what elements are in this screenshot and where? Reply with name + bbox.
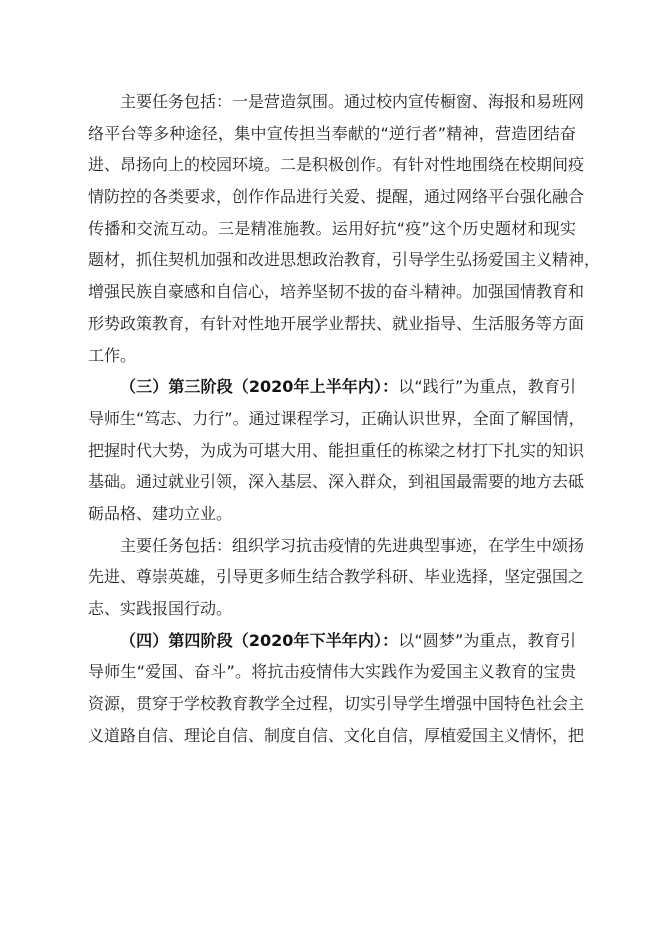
paragraph-line: 砺品格、建功立业。 xyxy=(88,503,233,523)
paragraph-line: 传播和交流互动。三是精准施教。运用好抗“疫”这个历史题材和现实 xyxy=(88,218,576,238)
section-heading-paragraph xyxy=(88,625,585,752)
section-lead-text: 以“圆梦”为重点，教育引 xyxy=(398,630,576,650)
paragraph-line xyxy=(88,371,576,403)
paragraph-line: 义道路自信、理论自信、制度自信、文化自信，厚植爱国主义情怀，把 xyxy=(88,725,585,745)
paragraph-line: 导师生“爱国、奋斗”。将抗击疫情伟大实践作为爱国主义教育的宝贵 xyxy=(88,662,576,682)
paragraph-line: 主要任务包括：组织学习抗击疫情的先进典型事迹，在学生中颂扬 xyxy=(120,535,585,555)
paragraph-line: 络平台等多种途径，集中宣传担当奉献的“逆行者”精神，营造团结奋 xyxy=(88,123,576,143)
paragraph-line: 导师生“笃志、力行”。通过课程学习，正确认识世界，全面了解国情， xyxy=(88,408,585,428)
paragraph-line: 增强民族自豪感和自信心，培养坚韧不拔的奋斗精神。加强国情教育和 xyxy=(88,282,585,302)
paragraph-line: 工作。 xyxy=(88,345,137,365)
section-heading-paragraph xyxy=(88,371,585,529)
paragraph-line: 把握时代大势，为成为可堪大用、能担重任的栋梁之材打下扎实的知识 xyxy=(88,440,585,460)
section-lead-text: 以“践行”为重点，教育引 xyxy=(398,377,576,397)
body-paragraph xyxy=(88,86,601,371)
document-page xyxy=(88,86,601,751)
paragraph-line: 先进、尊崇英雄，引导更多师生结合教学科研、毕业选择，坚定强国之 xyxy=(88,567,585,587)
body-paragraph xyxy=(88,530,585,625)
section-title: （三）第三阶段（2020年上半年内）： xyxy=(120,377,399,397)
paragraph-line: 志、实践报国行动。 xyxy=(88,599,233,618)
paragraph-line: 基础。通过就业引领，深入基层、深入群众，到祖国最需要的地方去砥 xyxy=(88,472,585,492)
paragraph-line: 进、昂扬向上的校园环境。二是积极创作。有针对性地围绕在校期间疫 xyxy=(88,155,585,175)
section-title: （四）第四阶段（2020年下半年内）： xyxy=(120,630,399,650)
paragraph-line: 主要任务包括：一是营造氛围。通过校内宣传橱窗、海报和易班网 xyxy=(120,92,585,111)
paragraph-line: 资源，贯穿于学校教育教学全过程，切实引导学生增强中国特色社会主 xyxy=(88,694,585,714)
paragraph-line: 情防控的各类要求，创作作品进行关爱、提醒，通过网络平台强化融合 xyxy=(88,187,585,207)
paragraph-line: 形势政策教育，有针对性地开展学业帮扶、就业指导、生活服务等方面 xyxy=(88,313,585,333)
paragraph-line xyxy=(88,625,576,657)
paragraph-line: 题材，抓住契机加强和改进思想政治教育，引导学生弘扬爱国主义精神， xyxy=(88,250,601,270)
